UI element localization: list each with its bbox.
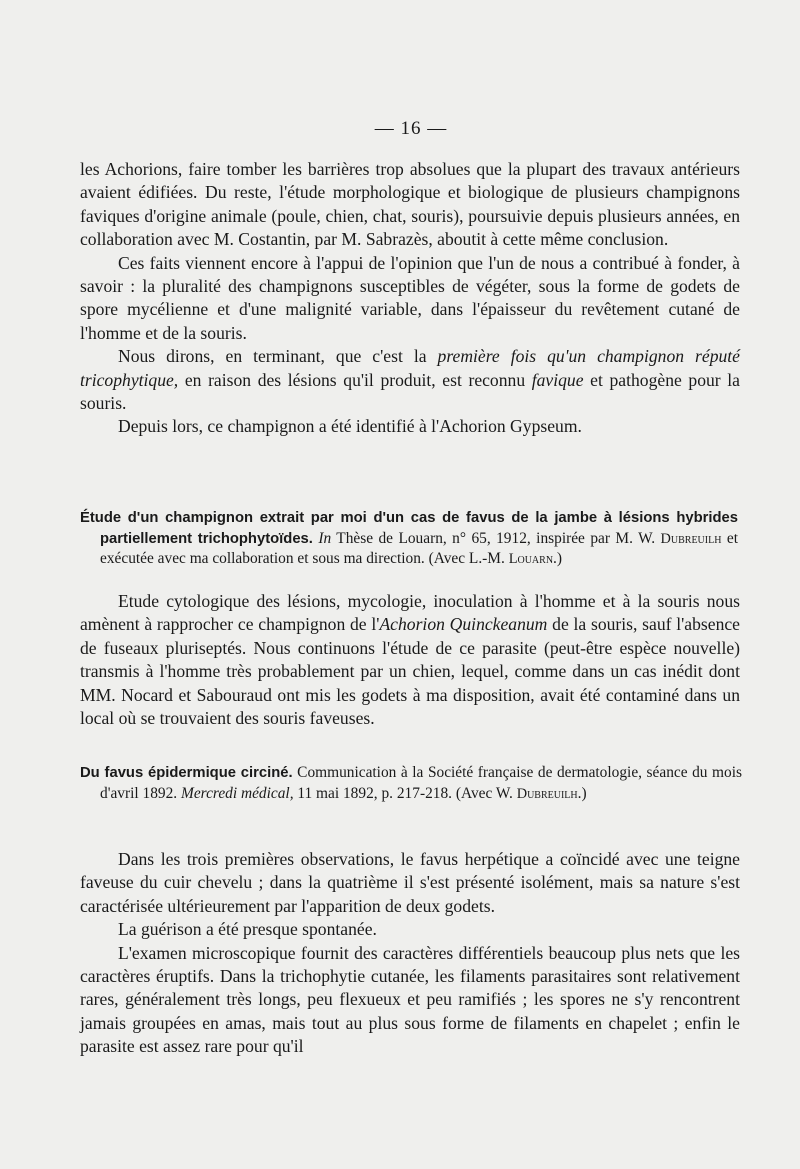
section-2-ref-2: 11 mai 1892, p. 217-218. (Avec W. (293, 784, 517, 802)
paragraph-5-italic-b: Achorion Quinckeanum (379, 614, 548, 635)
section-2-journal: Mercredi médical, (181, 784, 294, 802)
text-block-section-2 (80, 848, 740, 1059)
section-heading-1 (80, 508, 738, 570)
paragraph-4: Depuis lors, ce champignon a été identifié à l'Achorion Gypseum. (118, 416, 582, 437)
section-1-ref: Thèse de Louarn, n° 65, 1912, inspirée par M. W. (331, 529, 661, 547)
paragraph-3-text-c: en raison des lésions qu'il produit, est reconnu (178, 369, 532, 390)
paragraph-5-text-c: de la souris, sauf l'absence de fuseaux pluriseptés. Nous continuons l'étude de ce parasite (peut-être espèce nouvelle) transmis à l'homme très probablement par un chien, lequel, comme dans un cas inédit dont MM. Nocard et Sabouraud ont mis les godets à ma disposition, avait été contaminé dans un local où se trouvaient des souris faveuses. (80, 614, 740, 729)
paragraph-8: L'examen microscopique fournit des caractères différentiels beaucoup plus nets que les caractères éruptifs. Dans la trichophytie cutanée, les filaments parasitaires sont relativement rares, généralement très longs, peu flexueux et peu ramifiés ; les spores ne s'y rencontrent jamais groupées en amas, mais tout au plus sous forme de filaments en chapelet ; enfin le parasite est assez rare pour qu'il (80, 942, 740, 1057)
section-2-author: Dubreuilh (516, 785, 578, 802)
section-1-in: In (318, 529, 332, 547)
section-1-author-1: Dubreuilh (660, 530, 722, 547)
section-heading-2-text (80, 763, 742, 804)
section-2-title: Du favus épidermique circiné. (80, 765, 293, 781)
paragraph-5 (80, 590, 740, 730)
text-block-section-1 (80, 590, 740, 730)
paragraph-2: Ces faits viennent encore à l'appui de l'opinion que l'un de nous a contribué à fonder, à savoir : la pluralité des champignons susceptibles de végéter, sous la forme de godets de spore mycélienne et d'une malignité variable, dans l'épaisseur du revêtement cutané de l'homme et de la souris. (80, 252, 740, 343)
paragraph-6: Dans les trois premières observations, le favus herpétique a coïncidé avec une teigne faveuse du cuir chevelu ; dans la quatrième il s'est présenté isolément, mais sa nature s'est caractérisée ultérieurement par l'apparition de deux godets. (80, 849, 740, 916)
section-heading-2 (80, 763, 742, 804)
paragraph-3-italic-d: favique (531, 369, 584, 390)
page-number: — 16 — (374, 118, 448, 139)
section-heading-1-text (80, 508, 738, 570)
section-2-end: .) (577, 784, 587, 802)
section-1-title: Étude d'un champignon extrait par moi d'un cas de favus de la jambe à lésions hybrides partiellement trichophytoïdes. (80, 510, 738, 547)
paragraph-3 (80, 345, 740, 415)
text-block-intro (80, 158, 740, 439)
paragraph-1: les Achorions, faire tomber les barrières trop absolues que la plupart des travaux antérieurs avaient édifiées. Du reste, l'étude morphologique et biologique de plusieurs champignons faviques d'origine animale (poule, chien, chat, souris), poursuivie depuis plusieurs années, en collaboration avec M. Costantin, par M. Sabrazès, aboutit à cette même conclusion. (80, 159, 740, 250)
section-1-ref-2: et exécutée avec ma collaboration et sous ma direction. (Avec L.-M. (100, 529, 738, 568)
paragraph-3-italic-b: première fois qu'un champignon réputé tricophytique, (80, 346, 740, 390)
paragraph-3-text-e: et pathogène pour la souris. (80, 369, 740, 414)
section-2-ref: Communication à la Société française de dermatologie, séance du mois d'avril 1892. (100, 764, 742, 802)
paragraph-7: La guérison a été presque spontanée. (118, 919, 377, 940)
paragraph-3-text-a: Nous dirons, en terminant, que c'est la (118, 346, 438, 367)
paragraph-5-text-a: Etude cytologique des lésions, mycologie, inoculation à l'homme et à la souris nous amènent à rapprocher ce champignon de l' (80, 591, 740, 635)
section-1-author-2: Louarn (508, 551, 554, 568)
section-1-end: .) (553, 550, 563, 568)
